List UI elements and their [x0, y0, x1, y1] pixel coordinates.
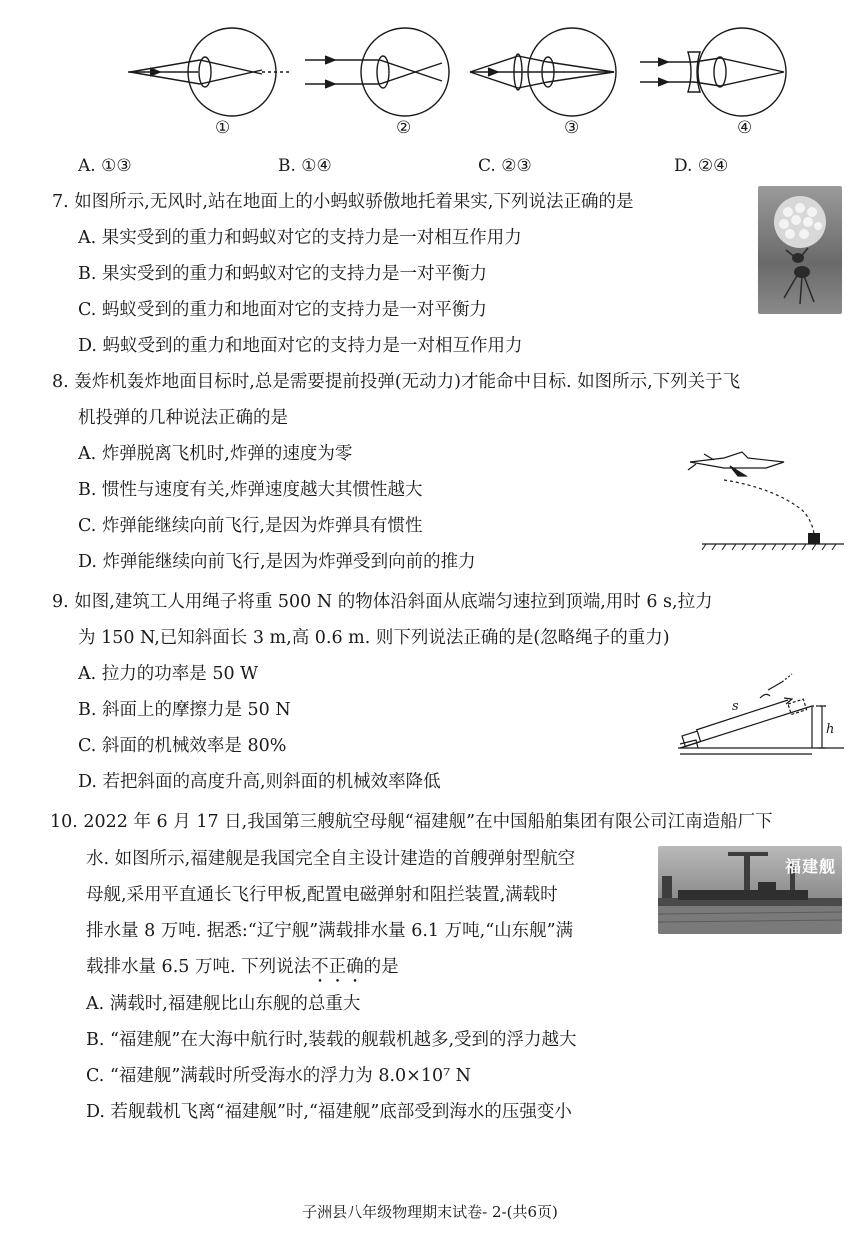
q9-stem-line1: 9. 如图,建筑工人用绳子将重 500 N 的物体沿斜面从底端匀速拉到顶端,用时 6 s,拉力 — [52, 592, 713, 612]
q7-option-d: D. 蚂蚁受到的重力和地面对它的支持力是一对相互作用力 — [78, 336, 523, 356]
eye-label-2: ② — [396, 118, 412, 138]
eye-label-3: ③ — [564, 118, 580, 138]
incline-diagram — [676, 660, 846, 760]
q10-option-a: A. 满载时,福建舰比山东舰的总重大 — [86, 994, 361, 1014]
q10-stem-line5-pre: 载排水量 6.5 万吨. 下列说法 — [86, 957, 312, 977]
eye-diagram-3 — [470, 28, 616, 116]
incline-label-s: s — [732, 699, 739, 714]
q10-option-d: D. 若舰载机飞离“福建舰”时,“福建舰”底部受到海水的压强变小 — [86, 1102, 572, 1122]
q7-option-a: A. 果实受到的重力和蚂蚁对它的支持力是一对相互作用力 — [78, 228, 522, 248]
eye-label-1: ① — [215, 118, 231, 138]
eye-diagram-1 — [128, 28, 290, 116]
q8-stem-line1: 8. 轰炸机轰炸地面目标时,总是需要提前投弹(无动力)才能命中目标. 如图所示,下列关于飞 — [52, 372, 741, 392]
fujian-carrier-photo — [658, 846, 842, 934]
q6-option-c: C. ②③ — [478, 156, 532, 176]
q10-stem-line4: 排水量 8 万吨. 据悉:“辽宁舰”满载排水量 6.1 万吨,“山东舰”满 — [86, 921, 574, 941]
q6-option-a: A. ①③ — [78, 156, 132, 176]
q9-option-d: D. 若把斜面的高度升高,则斜面的机械效率降低 — [78, 772, 441, 792]
q10-stem-line5-post: 的是 — [363, 957, 399, 977]
ant-fruit-photo — [758, 186, 842, 314]
q8-option-d: D. 炸弹能继续向前飞行,是因为炸弹受到向前的推力 — [78, 552, 476, 572]
eye-label-4: ④ — [737, 118, 753, 138]
q7-option-b: B. 果实受到的重力和蚂蚁对它的支持力是一对平衡力 — [78, 264, 487, 284]
q10-stem-line5 — [86, 955, 399, 987]
bomber-diagram — [684, 440, 844, 552]
q10-stem-line2: 水. 如图所示,福建舰是我国完全自主设计建造的首艘弹射型航空 — [86, 849, 576, 869]
q9-option-b: B. 斜面上的摩擦力是 50 N — [78, 700, 291, 720]
q9-option-a: A. 拉力的功率是 50 W — [78, 664, 259, 684]
q8-option-a: A. 炸弹脱离飞机时,炸弹的速度为零 — [78, 444, 353, 464]
q8-option-b: B. 惯性与速度有关,炸弹速度越大其惯性越大 — [78, 480, 423, 500]
q7-stem: 7. 如图所示,无风时,站在地面上的小蚂蚁骄傲地托着果实,下列说法正确的是 — [52, 192, 634, 212]
q10-option-b: B. “福建舰”在大海中航行时,装载的舰载机越多,受到的浮力越大 — [86, 1030, 577, 1050]
q8-stem-line2: 机投弹的几种说法正确的是 — [78, 408, 288, 428]
fujian-carrier-caption: 福建舰 — [784, 857, 836, 876]
page-footer: 子洲县八年级物理期末试卷- 2-(共6页) — [302, 1203, 558, 1221]
q6-option-b: B. ①④ — [278, 156, 332, 176]
q9-option-c: C. 斜面的机械效率是 80% — [78, 736, 287, 756]
q7-option-c: C. 蚂蚁受到的重力和地面对它的支持力是一对平衡力 — [78, 300, 487, 320]
q10-stem-line1: 10. 2022 年 6 月 17 日,我国第三艘航空母舰“福建舰”在中国船舶集团有限公司江南造船厂下 — [50, 812, 773, 832]
incline-label-h: h — [826, 722, 835, 737]
eye-diagram-4 — [640, 28, 786, 116]
q6-option-d: D. ②④ — [674, 156, 729, 176]
q10-emphasis: 不正确 — [311, 957, 364, 977]
q10-stem-line3: 母舰,采用平直通长飞行甲板,配置电磁弹射和阻拦装置,满载时 — [86, 885, 558, 905]
q10-option-c: C. “福建舰”满载时所受海水的浮力为 8.0×10⁷ N — [86, 1066, 471, 1086]
eye-diagram-2 — [305, 28, 449, 116]
q9-stem-line2: 为 150 N,已知斜面长 3 m,高 0.6 m. 则下列说法正确的是(忽略绳子的重力) — [78, 628, 670, 648]
q8-option-c: C. 炸弹能继续向前飞行,是因为炸弹具有惯性 — [78, 516, 423, 536]
eye-diagrams — [0, 0, 860, 150]
